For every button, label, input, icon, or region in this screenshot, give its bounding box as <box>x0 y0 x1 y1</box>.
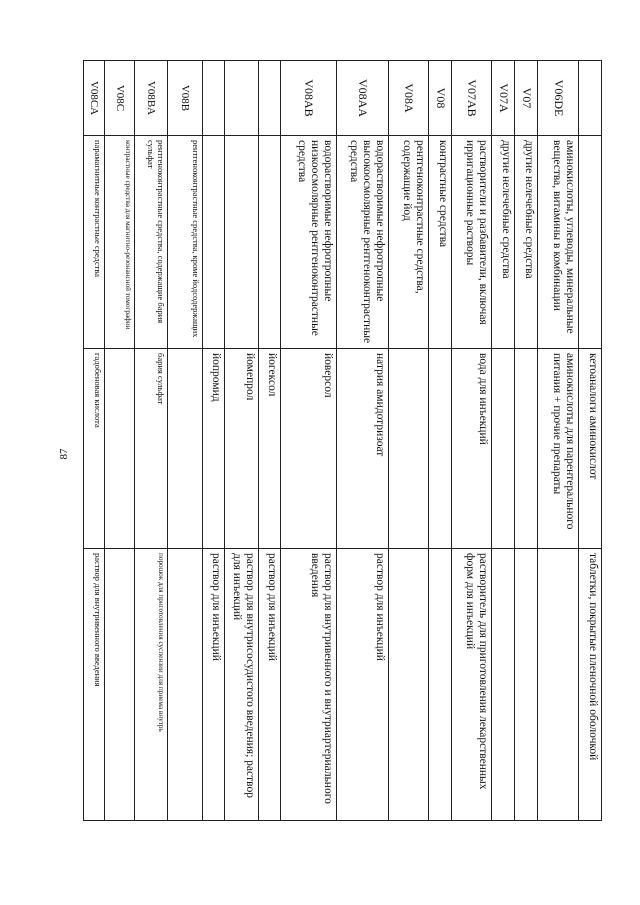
atc-code: V06DE <box>538 61 579 136</box>
substance-name: йогексол <box>259 349 281 549</box>
dosage-form <box>168 549 203 821</box>
table-row <box>84 61 105 821</box>
group-name: парамагнитные контрастные средства <box>84 136 105 349</box>
group-name: другие нелечебные средства <box>492 136 515 349</box>
substance-name: бария сульфат <box>135 349 168 549</box>
atc-code: V08BA <box>135 61 168 136</box>
drug-classification-table <box>83 60 602 821</box>
atc-code: V08B <box>168 61 203 136</box>
atc-code: V08AA <box>337 61 389 136</box>
substance-name: аминокислоты для парентерального питания + прочие препараты <box>538 349 579 549</box>
atc-code: V08C <box>105 61 135 136</box>
group-name <box>579 136 602 349</box>
dosage-form <box>389 549 429 821</box>
dosage-form: раствор для инъекций <box>259 549 281 821</box>
dosage-form: раствор для инъекций <box>337 549 389 821</box>
dosage-form: раствор для внутривенного введения <box>84 549 105 821</box>
substance-name: гадобеновая кислота <box>84 349 105 549</box>
table-row <box>225 61 259 821</box>
table-row <box>515 61 538 821</box>
dosage-form: раствор для внутрисосудистого введения; раствор для инъекций <box>225 549 259 821</box>
dosage-form <box>515 549 538 821</box>
table-row <box>168 61 203 821</box>
dosage-form <box>538 549 579 821</box>
table-row <box>389 61 429 821</box>
atc-code: V08AB <box>281 61 337 136</box>
table-row <box>579 61 602 821</box>
group-name: рентгеноконтрастные средства, содержащие бария сульфат <box>135 136 168 349</box>
group-name: контрастные средства для магнитно-резонансной томографии <box>105 136 135 349</box>
table-row <box>281 61 337 821</box>
table-row <box>203 61 225 821</box>
group-name <box>259 136 281 349</box>
dosage-form <box>429 549 452 821</box>
substance-name <box>105 349 135 549</box>
atc-code: V07 <box>515 61 538 136</box>
table-row <box>492 61 515 821</box>
dosage-form: растворитель для приготовления лекарственных форм для инъекций <box>452 549 492 821</box>
table-row <box>259 61 281 821</box>
substance-name: натрия амидотризоат <box>337 349 389 549</box>
atc-code <box>579 61 602 136</box>
substance-name: йомепрол <box>225 349 259 549</box>
table-row <box>105 61 135 821</box>
substance-name <box>429 349 452 549</box>
atc-code <box>259 61 281 136</box>
dosage-form: раствор для инъекций <box>203 549 225 821</box>
substance-name: йопромид <box>203 349 225 549</box>
group-name <box>203 136 225 349</box>
table-row <box>452 61 492 821</box>
group-name: другие нелечебные средства <box>515 136 538 349</box>
dosage-form: раствор для внутривенного и внутриартериального введения <box>281 549 337 821</box>
group-name: растворители и разбавители, включая ирригационные растворы <box>452 136 492 349</box>
page-number: 87 <box>58 448 70 460</box>
group-name: контрастные средства <box>429 136 452 349</box>
table-row <box>337 61 389 821</box>
substance-name: вода для инъекций <box>452 349 492 549</box>
group-name <box>225 136 259 349</box>
substance-name <box>492 349 515 549</box>
atc-code <box>203 61 225 136</box>
dosage-form <box>492 549 515 821</box>
atc-code: V08CA <box>84 61 105 136</box>
substance-name <box>168 349 203 549</box>
group-name: рентгеноконтрастные средства, кроме йодсодержащих <box>168 136 203 349</box>
atc-code: V08 <box>429 61 452 136</box>
dosage-form <box>105 549 135 821</box>
substance-name: кетоаналоги аминокислот <box>579 349 602 549</box>
atc-code: V07AB <box>452 61 492 136</box>
atc-code <box>225 61 259 136</box>
group-name: водорастворимые нефротропные низкоосмолярные рентгеноконтрастные средства <box>281 136 337 349</box>
atc-code: V07A <box>492 61 515 136</box>
table-row <box>538 61 579 821</box>
table-row <box>429 61 452 821</box>
table-row <box>135 61 168 821</box>
dosage-form: порошок для приготовления суспензии для приема внутрь <box>135 549 168 821</box>
substance-name: йоверсол <box>281 349 337 549</box>
substance-name <box>515 349 538 549</box>
group-name: водорастворимые нефротропные высокоосмолярные рентгеноконтрастные средства <box>337 136 389 349</box>
group-name: рентгеноконтрастные средства, содержащие йод <box>389 136 429 349</box>
group-name: аминокислоты, углеводы, минеральные вещества, витамины в комбинации <box>538 136 579 349</box>
substance-name <box>389 349 429 549</box>
dosage-form: таблетки, покрытые пленочной оболочкой <box>579 549 602 821</box>
rotated-table-container <box>84 60 602 820</box>
atc-code: V08A <box>389 61 429 136</box>
